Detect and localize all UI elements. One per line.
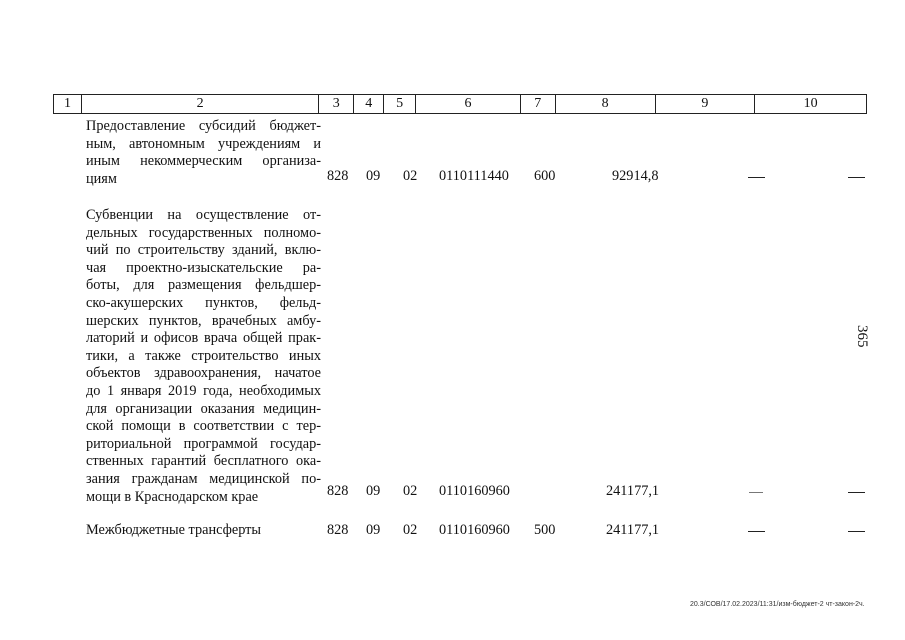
row-2-line: ственных гарантий бесплатного ока- bbox=[86, 453, 321, 470]
col-header-7: 7 bbox=[521, 95, 556, 113]
row-1-col9-dash bbox=[748, 177, 765, 178]
row-1-col4: 09 bbox=[366, 168, 381, 184]
row-2-line: мощи в Краснодарском крае bbox=[86, 488, 259, 505]
row-3-col5: 02 bbox=[403, 522, 418, 538]
row-1-col3: 828 bbox=[327, 168, 349, 184]
row-3-col4: 09 bbox=[366, 522, 381, 538]
col-header-5: 5 bbox=[384, 95, 416, 113]
row-2-line: дельных государственных полномо- bbox=[86, 224, 321, 241]
row-1-col8: 92914,8 bbox=[612, 168, 659, 184]
row-2-col3: 828 bbox=[327, 483, 349, 499]
row-2-line: тики, а также строительство иных bbox=[86, 347, 321, 364]
row-2-col9-dash bbox=[749, 492, 763, 493]
row-1-line: циям bbox=[86, 170, 117, 187]
row-2-line: риториальной программой государ- bbox=[86, 435, 321, 452]
row-2-col10-dash bbox=[848, 492, 865, 493]
row-2-line: объектов здравоохранения, начатое bbox=[86, 365, 321, 382]
row-2-line: чий по строительству зданий, вклю- bbox=[86, 242, 321, 259]
row-3-description bbox=[86, 522, 321, 540]
col-header-6: 6 bbox=[416, 95, 521, 113]
table-header-row bbox=[53, 94, 867, 114]
col-header-4: 4 bbox=[354, 95, 384, 113]
col-header-3: 3 bbox=[319, 95, 354, 113]
row-2-col8: 241177,1 bbox=[606, 483, 660, 499]
row-3-col9-dash bbox=[748, 531, 765, 532]
row-2-line: шерских пунктов, врачебных амбу- bbox=[86, 312, 321, 329]
row-2-description bbox=[86, 207, 321, 506]
row-2-line: Субвенции на осуществление от- bbox=[86, 207, 321, 223]
row-1-description bbox=[86, 118, 321, 188]
row-1-line: иным некоммерческим организа- bbox=[86, 153, 321, 170]
row-1-line: ным, автономным учреждениям и bbox=[86, 135, 321, 152]
row-2-line: боты, для размещения фельдшер- bbox=[86, 277, 321, 294]
row-1-line: Предоставление субсидий бюджет- bbox=[86, 118, 321, 134]
row-3-col6: 0110160960 bbox=[439, 522, 510, 538]
row-2-col4: 09 bbox=[366, 483, 381, 499]
col-header-8: 8 bbox=[556, 95, 656, 113]
row-2-line: ско-акушерских пунктов, фельд- bbox=[86, 294, 321, 311]
col-header-2: 2 bbox=[82, 95, 319, 113]
row-3-col8: 241177,1 bbox=[606, 522, 660, 538]
row-3-line: Межбюджетные трансферты bbox=[86, 522, 262, 538]
page-number: 365 bbox=[854, 325, 870, 348]
row-3-col3: 828 bbox=[327, 522, 349, 538]
row-3-col10-dash bbox=[848, 531, 865, 532]
row-2-line: зания гражданам медицинской по- bbox=[86, 470, 321, 487]
row-2-col6: 0110160960 bbox=[439, 483, 510, 499]
row-1-col10-dash bbox=[848, 177, 865, 178]
row-1-col5: 02 bbox=[403, 168, 418, 184]
row-3-col7: 500 bbox=[534, 522, 556, 538]
row-2-col5: 02 bbox=[403, 483, 418, 499]
row-2-line: латорий и офисов врача общей прак- bbox=[86, 330, 321, 347]
row-1-col7: 600 bbox=[534, 168, 556, 184]
row-1-col6: 0110111440 bbox=[439, 168, 509, 184]
row-2-line: до 1 января 2019 года, необходимых bbox=[86, 382, 321, 399]
col-header-9: 9 bbox=[656, 95, 756, 113]
document-footer: 20.3/СОВ/17.02.2023/11:31/изм-бюджет-2 чт-закон-2ч. bbox=[690, 601, 865, 608]
col-header-10: 10 bbox=[803, 96, 818, 111]
row-2-line: ской помощи в соответствии с тер- bbox=[86, 418, 321, 435]
col-header-1: 1 bbox=[54, 95, 82, 113]
row-2-line: чая проектно-изыскательские ра- bbox=[86, 259, 321, 276]
row-2-line: для организации оказания медицин- bbox=[86, 400, 321, 417]
